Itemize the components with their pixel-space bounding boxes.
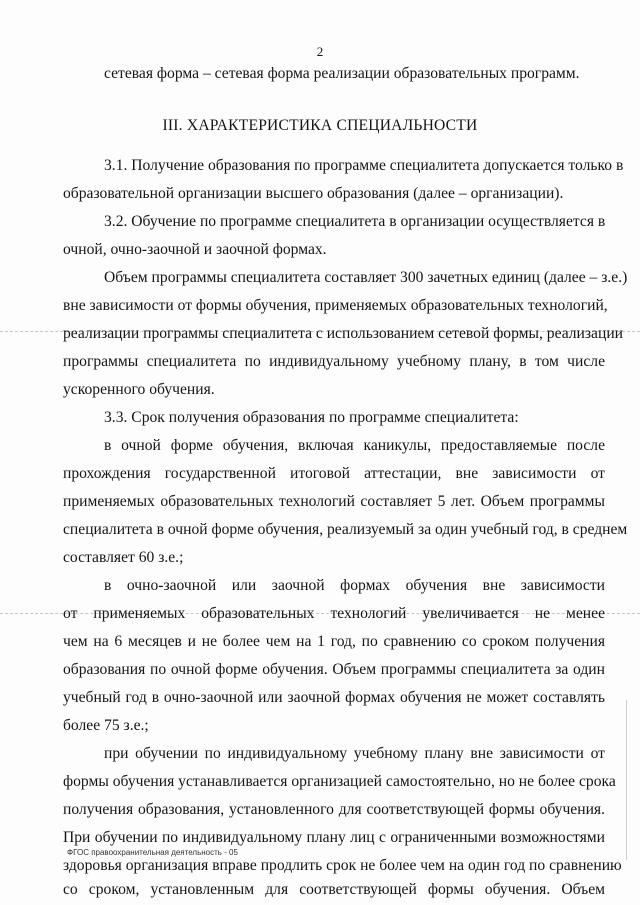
paragraph-line: получения образования, установленного для соответствующей формы обучения. — [63, 801, 605, 818]
paragraph-line: чем на 6 месяцев и не более чем на 1 год, по сравнению со сроком получения — [63, 633, 605, 650]
paragraph-line: программы специалитета по индивидуальному учебному плану, в том числе — [63, 353, 605, 370]
paragraph-line: здоровья организация вправе продлить срок не более чем на один год по сравнению — [63, 857, 622, 874]
paragraph-line: образования по очной форме обучения. Объем программы специалитета за один — [63, 661, 605, 678]
paragraph-line: ускоренного обучения. — [63, 381, 215, 398]
paragraph-line: реализации программы специалитета с использованием сетевой формы, реализации — [63, 325, 624, 342]
paragraph-line: при обучении по индивидуальному учебному плану вне зависимости от — [104, 745, 605, 762]
paragraph-line: 3.2. Обучение по программе специалитета в организации осуществляется в — [104, 213, 606, 230]
paragraph-line: Объем программы специалитета составляет 300 зачетных единиц (далее – з.е.) — [104, 269, 628, 286]
paragraph-line: вне зависимости от формы обучения, применяемых образовательных технологий, — [63, 297, 608, 314]
paragraph-line: применяемых образовательных технологий составляет 5 лет. Объем программы — [63, 493, 605, 510]
paragraph-line: образовательной организации высшего образования (далее – организации). — [63, 185, 564, 202]
paragraph-line: 3.3. Срок получения образования по программе специалитета: — [104, 409, 519, 426]
section-heading: III. ХАРАКТЕРИСТИКА СПЕЦИАЛЬНОСТИ — [162, 117, 478, 134]
paragraph-line: в очно-заочной или заочной формах обучения вне зависимости — [104, 577, 605, 594]
scan-edge-mark — [626, 700, 627, 860]
paragraph-line: учебный год в очно-заочной или заочной формах обучения не может составлять — [63, 689, 605, 706]
paragraph-line: со сроком, установленным для соответствующей формы обучения. Объем — [63, 881, 605, 898]
intro-line: сетевая форма – сетевая форма реализации образовательных программ. — [104, 65, 580, 82]
paragraph-line: прохождения государственной итоговой аттестации, вне зависимости от — [63, 465, 605, 482]
paragraph-line: от применяемых образовательных технологий увеличивается не менее — [63, 605, 605, 622]
footer-text: ФГОС правоохранительная деятельность - 05 — [67, 848, 238, 857]
paragraph-line: 3.1. Получение образования по программе специалитета допускается только в — [104, 157, 624, 174]
paragraph-line: составляет 60 з.е.; — [63, 549, 184, 566]
paragraph-line: в очной форме обучения, включая каникулы, предоставляемые после — [104, 437, 605, 454]
page-number: 2 — [316, 44, 324, 59]
paragraph-line: специалитета в очной форме обучения, реализуемый за один учебный год, в среднем — [63, 521, 628, 538]
paragraph-line: очной, очно-заочной и заочной формах. — [63, 241, 327, 258]
paragraph-line: При обучении по индивидуальному плану лиц с ограниченными возможностями — [63, 829, 605, 846]
paragraph-line: более 75 з.е.; — [63, 717, 149, 734]
paragraph-line: формы обучения устанавливается организацией самостоятельно, но не более срока — [63, 773, 616, 790]
